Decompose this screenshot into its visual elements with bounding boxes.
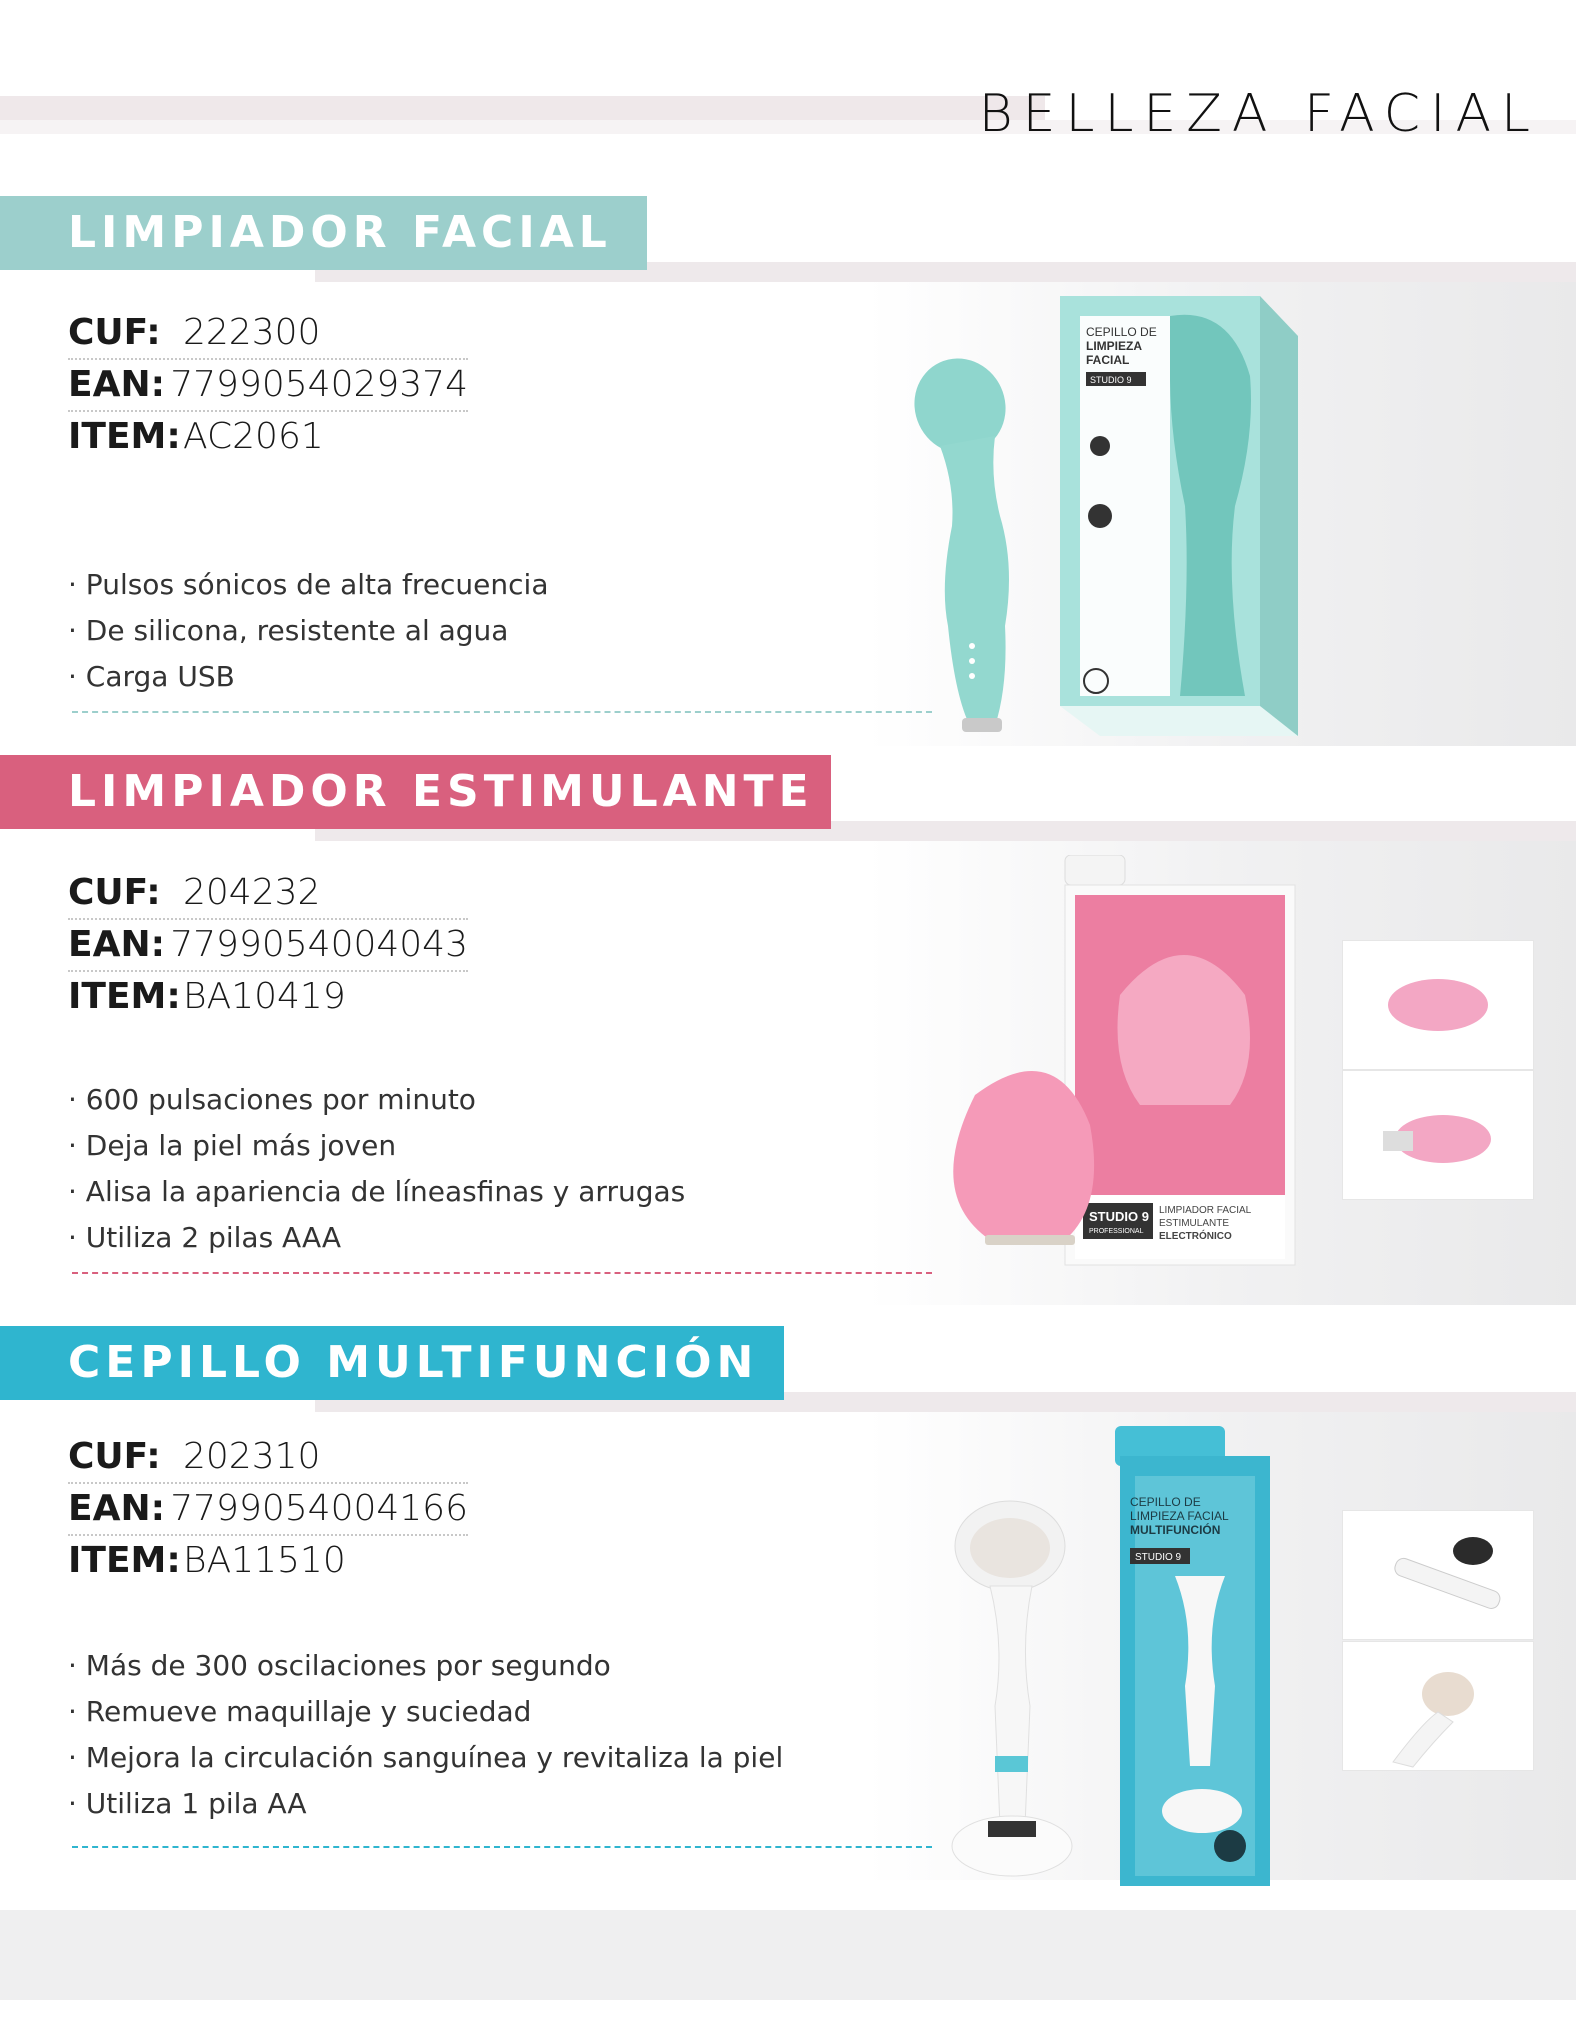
feature-item: · Alisa la apariencia de líneasfinas y arrugas	[68, 1175, 686, 1208]
product-box	[1115, 1426, 1270, 1886]
ean-row	[68, 1484, 468, 1536]
section-title: CEPILLO MULTIFUNCIÓN	[0, 1326, 784, 1400]
feature-item: · Utiliza 1 pila AA	[68, 1787, 307, 1820]
feature-item: · 600 pulsaciones por minuto	[68, 1083, 476, 1116]
feature-item: · Remueve maquillaje y suciedad	[68, 1695, 532, 1728]
ean-value: 7799054004043	[170, 924, 468, 965]
box-text-line1: LIMPIADOR FACIAL	[1159, 1205, 1252, 1216]
item-row	[68, 1536, 468, 1586]
item-value: BA10419	[183, 976, 346, 1017]
item-label: ITEM:	[68, 416, 181, 457]
product-image	[915, 855, 1315, 1295]
product-thumbnail	[1342, 1510, 1534, 1640]
feature-list	[68, 562, 548, 700]
cuf-value: 202310	[183, 1436, 321, 1477]
ean-label: EAN:	[68, 924, 165, 965]
cuf-label: CUF:	[68, 872, 161, 913]
page-title: BELLEZA FACIAL	[978, 84, 1540, 144]
product-box	[1065, 855, 1295, 1265]
cuf-row	[68, 1432, 468, 1484]
section-title: LIMPIADOR ESTIMULANTE	[0, 755, 831, 829]
cuf-label: CUF:	[68, 1436, 161, 1477]
cuf-value: 222300	[183, 312, 321, 353]
product-thumbnail	[1342, 940, 1534, 1070]
ean-label: EAN:	[68, 364, 165, 405]
section-divider	[72, 1846, 932, 1848]
box-text-line3: ELECTRÓNICO	[1159, 1231, 1232, 1242]
product-codes	[68, 1432, 468, 1586]
ean-value: 7799054004166	[170, 1488, 468, 1529]
item-row	[68, 412, 468, 462]
product-image	[940, 1426, 1280, 1896]
box-text-line1: CEPILLO DE	[1130, 1495, 1201, 1509]
header-bar	[0, 96, 1045, 120]
feature-item: · Mejora la circulación sanguínea y revitaliza la piel	[68, 1741, 784, 1774]
item-value: AC2061	[183, 416, 324, 457]
item-row	[68, 972, 468, 1022]
product-thumbnail	[1342, 1070, 1534, 1200]
section-title: LIMPIADOR FACIAL	[0, 196, 647, 270]
box-text-line3: MULTIFUNCIÓN	[1130, 1523, 1221, 1537]
wand-device	[900, 343, 1021, 732]
ean-value: 7799054029374	[170, 364, 468, 405]
page-footer	[0, 1910, 1576, 2000]
section-divider	[72, 1272, 932, 1274]
product-section-limpiador-facial	[0, 196, 1576, 756]
feature-item: · Deja la piel más joven	[68, 1129, 397, 1162]
box-brand: STUDIO 9	[1089, 1209, 1149, 1224]
ean-row	[68, 360, 468, 412]
feature-item: · Carga USB	[68, 660, 235, 693]
feature-list	[68, 1077, 685, 1261]
cuf-label: CUF:	[68, 312, 161, 353]
section-divider	[72, 711, 932, 713]
feature-item: · De silicona, resistente al agua	[68, 614, 509, 647]
cuf-row	[68, 308, 468, 360]
feature-list	[68, 1643, 783, 1827]
ean-label: EAN:	[68, 1488, 165, 1529]
product-codes	[68, 308, 468, 462]
item-label: ITEM:	[68, 1540, 181, 1581]
item-value: BA11510	[183, 1540, 346, 1581]
silicone-brush	[953, 1071, 1094, 1245]
box-text-line2: LIMPIEZA	[1086, 339, 1142, 353]
box-text-line2: LIMPIEZA FACIAL	[1130, 1509, 1229, 1523]
product-section-limpiador-estimulante	[0, 755, 1576, 1315]
box-brand: STUDIO 9	[1135, 1552, 1182, 1563]
product-box	[1060, 296, 1298, 736]
feature-item: · Pulsos sónicos de alta frecuencia	[68, 568, 549, 601]
box-brand: STUDIO 9	[1090, 375, 1132, 385]
product-section-cepillo-multifuncion	[0, 1326, 1576, 1906]
box-brand-sub: PROFESSIONAL	[1089, 1228, 1144, 1235]
cuf-value: 204232	[183, 872, 321, 913]
box-text-line2: ESTIMULANTE	[1159, 1218, 1230, 1229]
feature-item: · Utiliza 2 pilas AAA	[68, 1221, 342, 1254]
feature-item: · Más de 300 oscilaciones por segundo	[68, 1649, 611, 1682]
multifunction-brush	[952, 1501, 1072, 1876]
ean-row	[68, 920, 468, 972]
product-thumbnail	[1342, 1641, 1534, 1771]
item-label: ITEM:	[68, 976, 181, 1017]
cuf-row	[68, 868, 468, 920]
box-text-line3: FACIAL	[1086, 353, 1130, 367]
product-image	[900, 286, 1320, 746]
box-text-line1: CEPILLO DE	[1086, 325, 1157, 339]
product-codes	[68, 868, 468, 1022]
